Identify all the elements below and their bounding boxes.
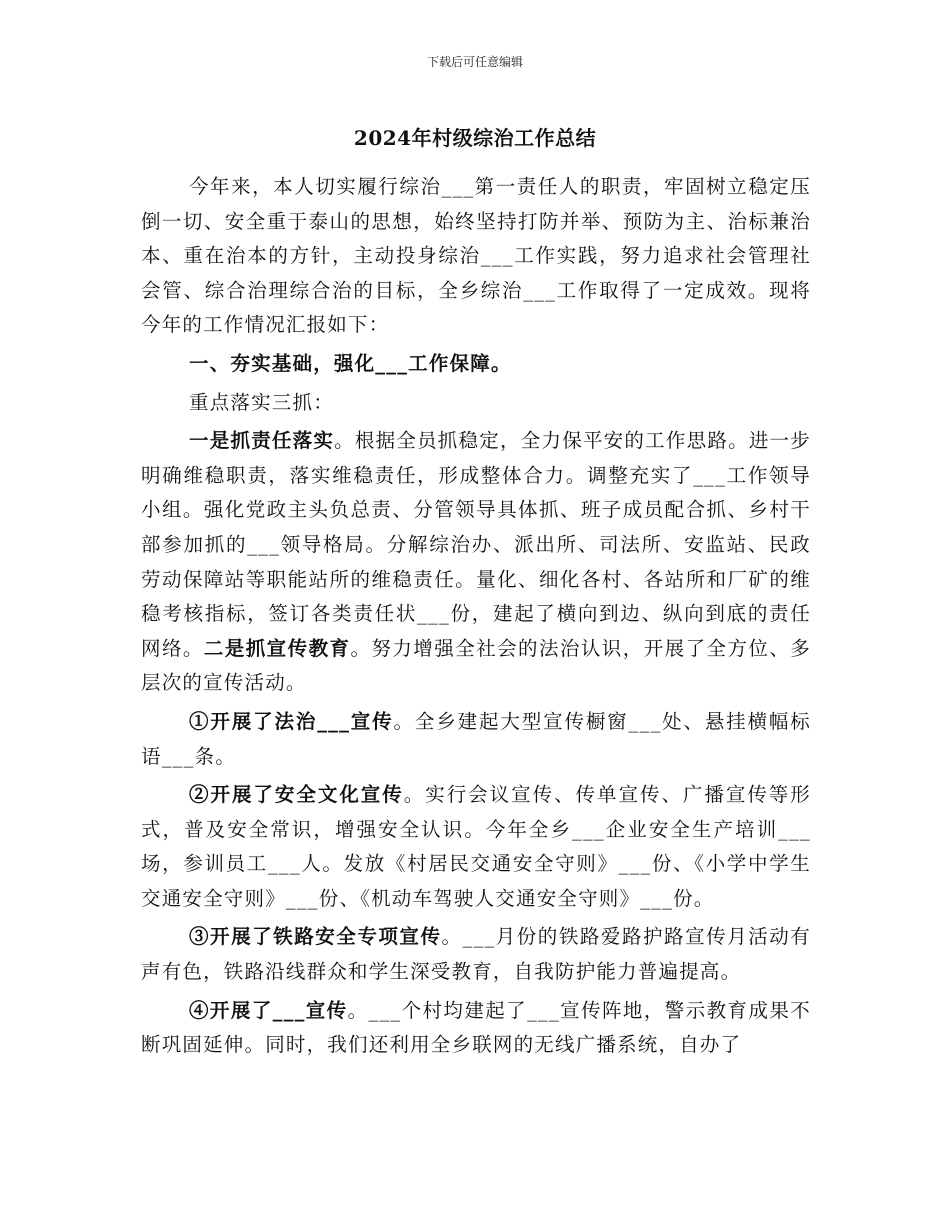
responsibility-paragraph	[141, 424, 811, 701]
intro-paragraph	[141, 170, 811, 343]
text-run: 。努力增强全社会的法治认识，开展了全方位、多层次的宣传活动。	[141, 636, 812, 695]
text-run: 重点落实三抓：	[189, 390, 334, 414]
page-header: 下载后可任意编辑	[426, 55, 523, 69]
text-run: 。___月份的铁路爱路护路宣传月活动有声有色，铁路沿线群众和学生深受教育，自我防护能力普遍提高。	[141, 925, 811, 984]
document-body	[141, 170, 811, 1067]
text-run: 。全乡建起大型宣传橱窗___处、悬挂横幅标语___条。	[141, 709, 811, 768]
text-run: 一、夯实基础，强化___工作保障。	[189, 351, 512, 375]
text-run: 。根据全员抓稳定，全力保平安的工作思路。进一步明确维稳职责，落实维稳责任，形成整体合力。调整充实了___工作领导小组。强化党政主头负总责、分管领导具体抓、班子成员配合抓、乡村干部参加抓的___领导格局。分解综治办、派出所、司法所、安监站、民政劳动保障站等职能站所的维稳责任。量化、细化各村、各站所和厂矿的维稳考核指标，签订各类责任状___份，建起了横向到边、纵向到底的责任网络。	[141, 429, 811, 660]
text-run: ③开展了铁路安全专项宣传	[189, 925, 442, 949]
text-run: 二是抓宣传教育	[203, 636, 351, 660]
sub-heading	[141, 386, 811, 421]
text-run: ①开展了法治___宣传	[189, 709, 394, 733]
document-title: 2024年村级综治工作总结	[353, 126, 597, 150]
item-4-paragraph	[141, 994, 811, 1063]
text-run: ②开展了安全文化宣传	[189, 783, 404, 807]
text-run: ④开展了___宣传	[189, 998, 348, 1022]
text-run: 。实行会议宣传、传单宣传、广播宣传等形式，普及安全常识，增强安全认识。今年全乡___企业安全生产培训___场，参训员工___人。发放《村居民交通安全守则》___份、《小学中学生交通安全守则》___份、《机动车驾驶人交通安全守则》___份。	[141, 783, 811, 910]
text-run: 一是抓责任落实	[189, 429, 335, 453]
section-heading	[141, 347, 811, 382]
item-2-paragraph	[141, 778, 811, 916]
text-run: 。___个村均建起了___宣传阵地，警示教育成果不断巩固延伸。同时，我们还利用全乡联网的无线广播系统，自办了	[141, 998, 811, 1057]
text-run: 今年来，本人切实履行综治___第一责任人的职责，牢固树立稳定压倒一切、安全重于泰山的思想，始终坚持打防并举、预防为主、治标兼治本、重在治本的方针，主动投身综治___工作实践，努力追求社会管理社会管、综合治理综合治的目标，全乡综治___工作取得了一定成效。现将今年的工作情况汇报如下：	[141, 175, 811, 337]
item-1-paragraph	[141, 705, 811, 774]
item-3-paragraph	[141, 920, 811, 989]
